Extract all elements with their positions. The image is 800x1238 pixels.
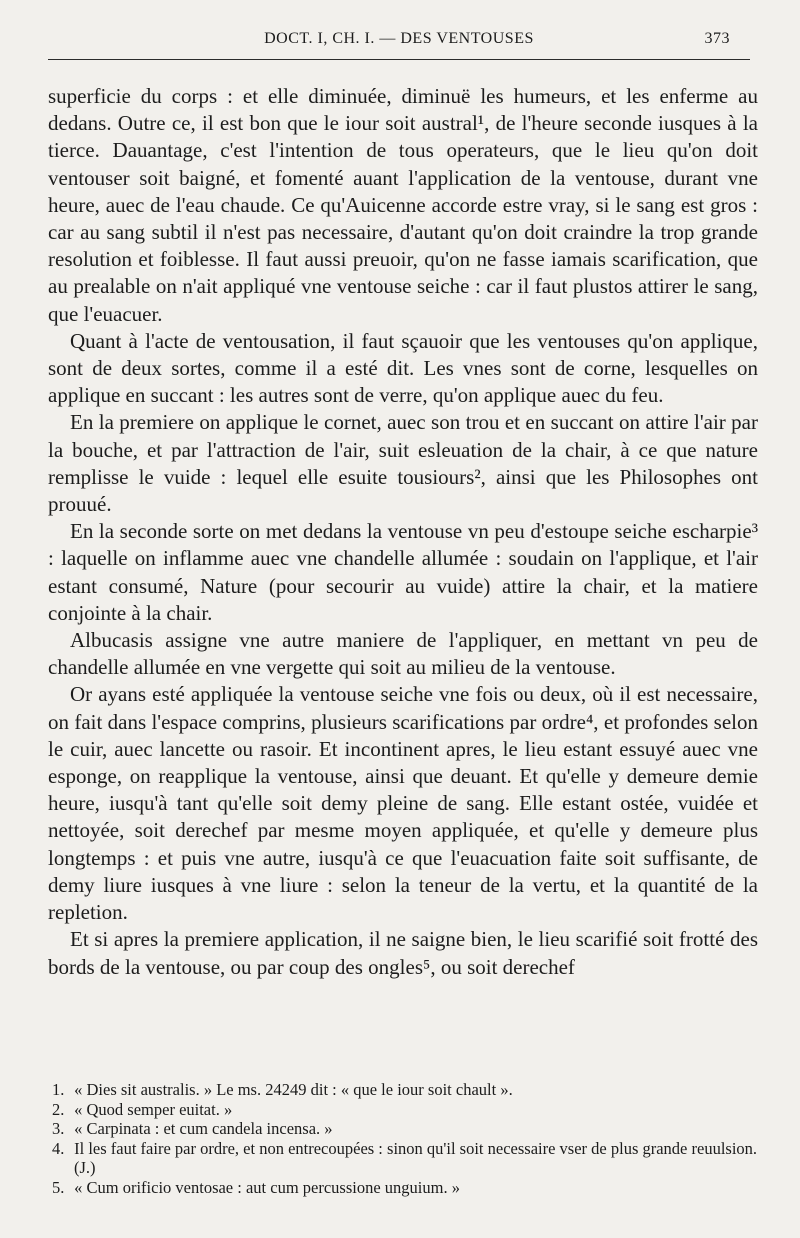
footnote bbox=[48, 1100, 768, 1120]
footnote bbox=[48, 1139, 768, 1178]
paragraph: Or ayans esté appliquée la ventouse seiche vne fois ou deux, où il est necessaire, on fait dans l'espace comprins, plusieurs scarifications par ordre⁴, et profondes selon le cuir, auec lancette ou rasoir. Et incontinent apres, le lieu estant essuyé auec vne esponge, on reapplique la ventouse, ainsi que deuant. Et qu'elle y demeure demie heure, iusqu'à tant qu'elle soit demy pleine de sang. Elle estant ostée, vuidée et nettoyée, soit derechef par mesme moyen appliquée, et qu'elle y demeure plus longtemps : et puis vne autre, iusqu'à ce que l'euacuation faite soit suffisante, de demy liure iusques à vne liure : selon la teneur de la vertu, et la quantité de la repletion. bbox=[48, 682, 758, 925]
paragraph: superficie du corps : et elle diminuée, diminuë les humeurs, et les enferme au dedans. Outre ce, il est bon que le iour soit austral¹, de l'heure seconde iusques à la tierce. Dauantage, c'est l'intention de tous operateurs, que le lieu qu'on doit ventouser soit baigné, et fomenté auant l'application de la ventouse, durant vne heure, auec de l'eau chaude. Ce qu'Auicenne accorde estre vray, si le sang est gros : car au sang subtil il n'est pas necessaire, d'autant qu'on doit craindre la trop grande resolution et foiblesse. Il faut aussi preuoir, qu'on ne fasse iamais scarification, que au prealable on n'ait appliqué vne ventouse seiche : car il faut plustos attirer le sang, que l'euacuer. bbox=[48, 84, 758, 326]
footnote-text: Il les faut faire par ordre, et non entrecoupées : sinon qu'il soit necessaire vser de plus grande reuulsion. (J.) bbox=[74, 1138, 758, 1178]
footnote-number: 2. bbox=[52, 1099, 65, 1119]
paragraph: Quant à l'acte de ventousation, il faut sçauoir que les ventouses qu'on applique, sont de deux sortes, comme il a esté dit. Les vnes sont de corne, lesquelles on applique en succant : les autres sont de verre, qu'on applique auec du feu. bbox=[48, 328, 758, 408]
footnotes bbox=[48, 1080, 768, 1198]
paragraph: Albucasis assigne vne autre maniere de l'appliquer, en mettant vn peu de chandelle allumée en vne vergette qui soit au milieu de la ventouse. bbox=[48, 628, 758, 680]
paragraph: En la premiere on applique le cornet, auec son trou et en succant on attire l'air par la bouche, et par l'attraction de l'air, suit esleuation de la chair, à ce que nature remplisse le vuide : lequel elle esuite tousiours², ainsi que les Philosophes ont prouué. bbox=[48, 410, 758, 517]
paragraph: En la seconde sorte on met dedans la ventouse vn peu d'estoupe seiche escharpie³ : laquelle on inflamme auec vne chandelle allumée : soudain on l'applique, et l'air estant consumé, Nature (pour secourir au vuide) attire la chair, et la matiere conjointe à la chair. bbox=[48, 519, 758, 625]
footnote-number: 3. bbox=[52, 1119, 65, 1139]
page-number: 373 bbox=[704, 30, 730, 47]
header-rule bbox=[48, 59, 750, 60]
footnote bbox=[48, 1119, 768, 1139]
footnote-number: 5. bbox=[52, 1177, 65, 1197]
footnote-number: 1. bbox=[52, 1080, 65, 1099]
running-head-title: DOCT. I, CH. I. — DES VENTOUSES bbox=[264, 30, 534, 47]
running-head bbox=[48, 30, 750, 56]
footnote-text: « Carpinata : et cum candela incensa. » bbox=[74, 1119, 333, 1139]
footnote bbox=[48, 1178, 768, 1198]
footnote-text: « Quod semper euitat. » bbox=[74, 1099, 233, 1119]
paragraph: Et si apres la premiere application, il ne saigne bien, le lieu scarifié soit frotté des bords de la ventouse, ou par coup des ongles⁵, ou soit derechef bbox=[48, 927, 758, 979]
footnote-text: « Dies sit australis. » Le ms. 24249 dit : « que le iour soit chault ». bbox=[74, 1080, 513, 1099]
footnote-number: 4. bbox=[52, 1138, 65, 1158]
footnote-text: « Cum orificio ventosae : aut cum percussione unguium. » bbox=[74, 1177, 460, 1197]
footnote bbox=[48, 1080, 768, 1100]
body-text bbox=[48, 83, 758, 981]
